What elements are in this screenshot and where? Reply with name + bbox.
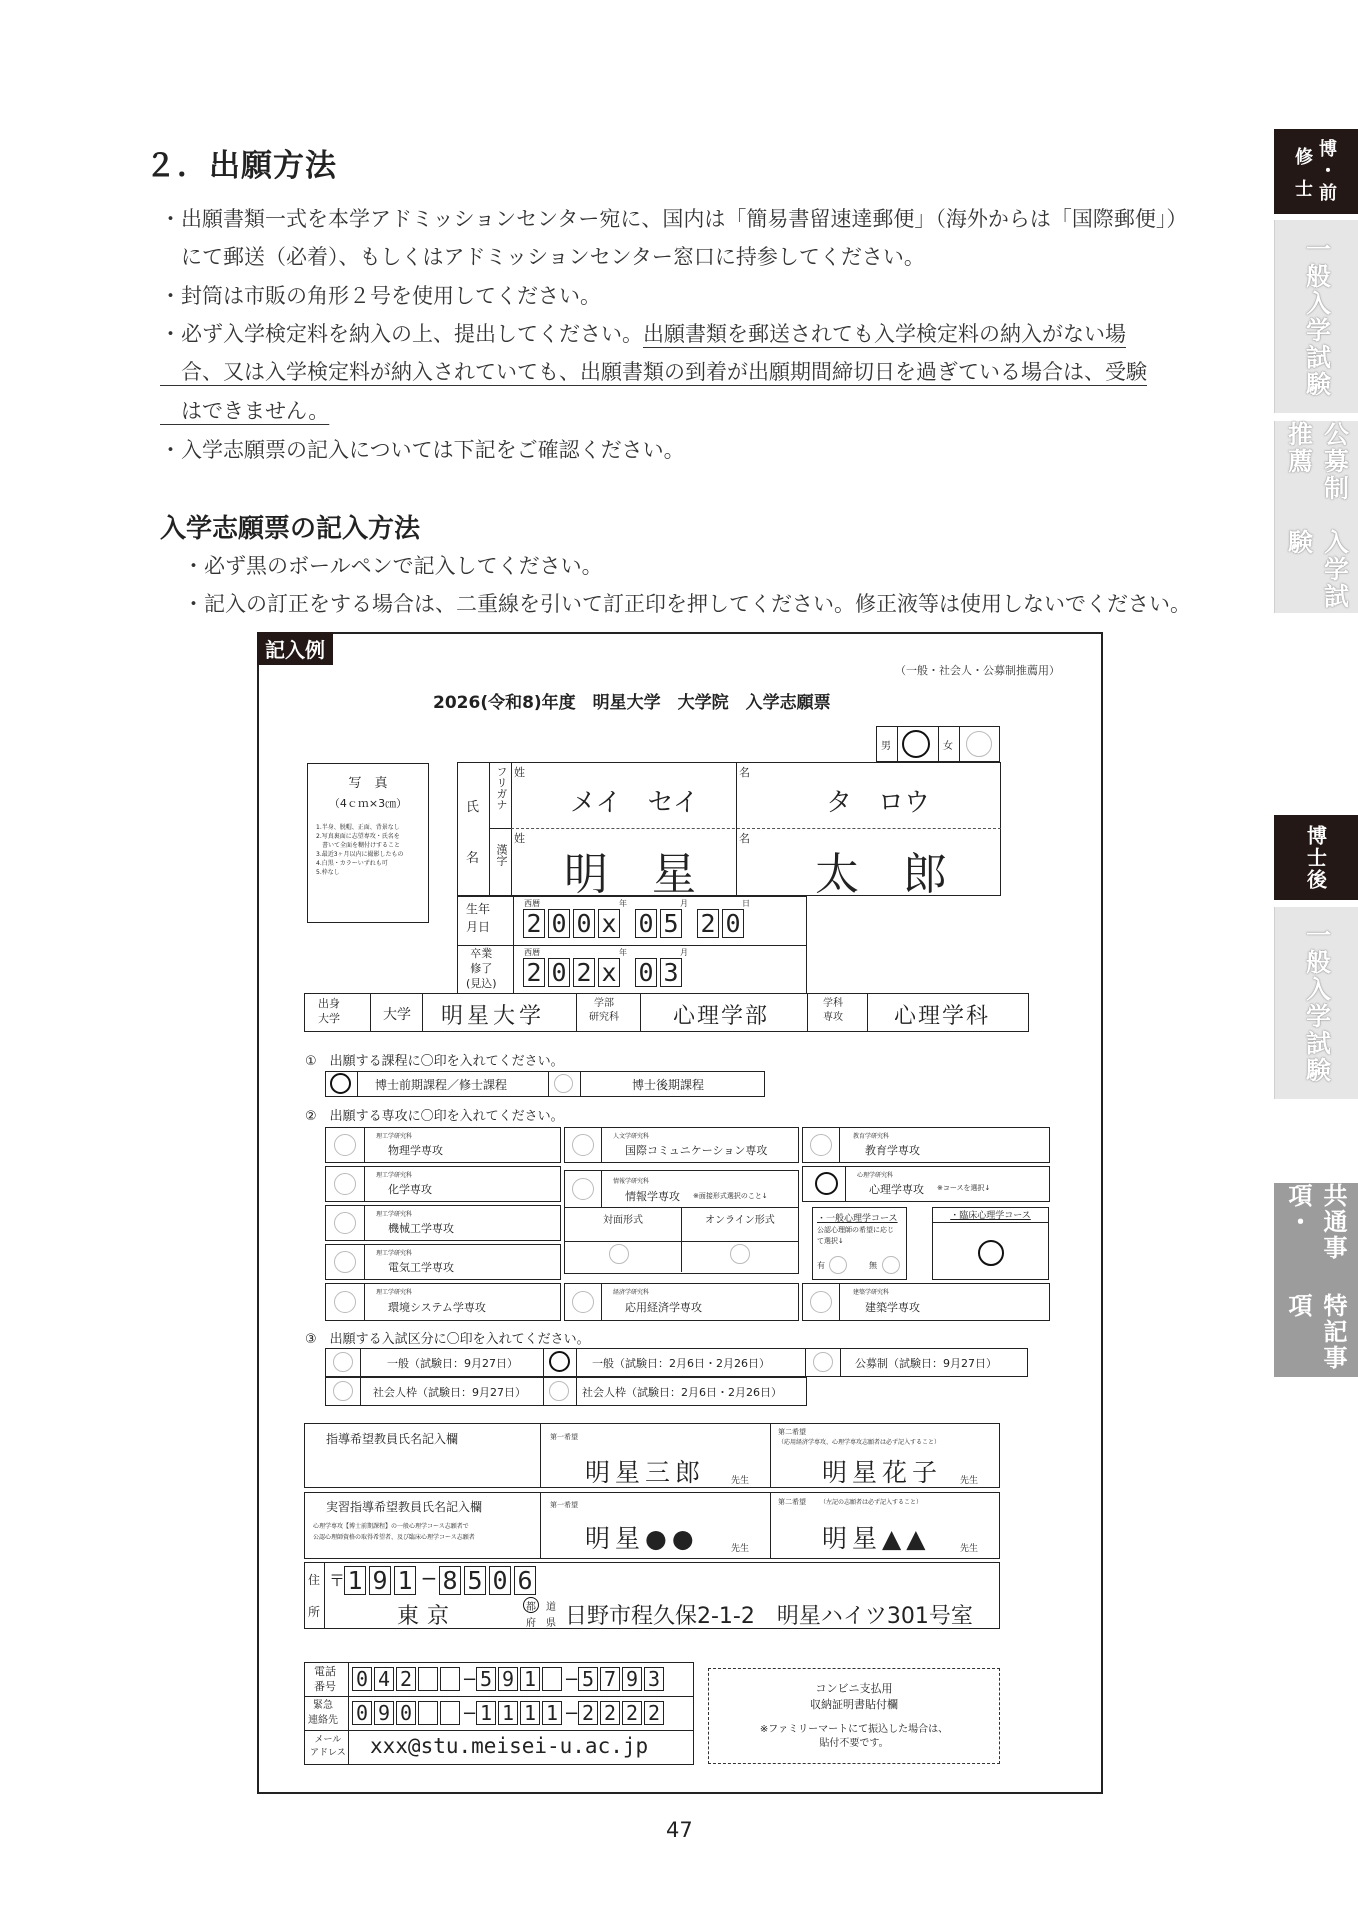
exam1-label: 一般（試験日：9月27日） — [387, 1357, 518, 1370]
major-butsuri[interactable]: 理工学研究科 物理学専攻 — [325, 1127, 561, 1163]
subsection-title: 入学志願票の記入方法 — [160, 514, 421, 544]
advisor-div-2 — [770, 1423, 771, 1488]
pref-ken: 県 — [546, 1618, 556, 1629]
name-mid-divider — [736, 762, 737, 896]
practice-div-1 — [540, 1492, 541, 1559]
school-label: 出身 大学 — [318, 997, 340, 1025]
school-div-3 — [576, 993, 577, 1032]
tab3-label-b: 入学試験 — [1284, 529, 1350, 611]
gender-female-label: 女 — [938, 727, 960, 761]
advisor2-sensei: 先生 — [960, 1476, 979, 1486]
daigaku-label: 大学 — [383, 1007, 411, 1023]
major-kagaku[interactable]: 理工学研究科 化学専攻 — [325, 1166, 561, 1202]
course1-label: 博士前期課程／修士課程 — [375, 1078, 508, 1092]
practice2-sensei: 先生 — [960, 1544, 979, 1554]
tab-recommendation-exam[interactable] — [1274, 421, 1358, 613]
grad-era: 西暦 — [524, 948, 540, 957]
form-category: （一般・社会人・公募制推薦用） — [895, 664, 1060, 677]
photo-title: 写 真 — [348, 776, 388, 791]
form-title: 2026(令和8)年度 明星大学 大学院 入学志願票 — [433, 693, 831, 713]
practice1-sensei: 先生 — [731, 1544, 750, 1554]
practice-second-note: （左記の志願者は必ず記入すること） — [820, 1499, 923, 1506]
ippan-course-box[interactable]: ・一般心理学コース 公認心理師の希望に応じ て選択↓ 有 無 — [812, 1207, 907, 1280]
address-label-ju: 住 — [308, 1573, 321, 1587]
kanji-label: 漢字 — [495, 844, 508, 866]
exam5-label: 社会人枠（試験日：2月6日・2月26日） — [582, 1386, 782, 1399]
pref-do: 道 — [546, 1602, 556, 1613]
page-number: 47 — [666, 1818, 693, 1842]
exam5-circle[interactable] — [549, 1381, 569, 1401]
bullet-1: ・出願書類一式を本学アドミッションセンター宛に、国内は「簡易書留速達郵便」（海外からは「国際郵便」） — [160, 207, 1188, 231]
exam-div-3 — [576, 1348, 577, 1406]
contact-div-1 — [304, 1696, 694, 1697]
tab1-char-d: 前 — [1319, 182, 1337, 204]
dept-label: 学科 専攻 — [823, 998, 843, 1023]
bullet-3-a — [160, 315, 1126, 353]
school-div-6 — [867, 993, 868, 1032]
exam2-circle[interactable] — [549, 1351, 570, 1372]
tab1-char-b: 博 — [1319, 138, 1337, 160]
q2-text: ② 出願する専攻に〇印を入れてください。 — [305, 1109, 564, 1124]
school-div-4 — [640, 993, 641, 1032]
q3-text: ③ 出願する入試区分に〇印を入れてください。 — [305, 1332, 590, 1347]
kanji-mei-value: 太 郎 — [815, 849, 947, 900]
exam4-label: 社会人枠（試験日：9月27日） — [373, 1386, 526, 1399]
mei-label-furi: 名 — [739, 766, 750, 779]
school-div-1 — [370, 993, 371, 1032]
faculty-label: 学部 研究科 — [589, 998, 619, 1023]
mei-label-kanji: 名 — [739, 832, 750, 845]
school-div-5 — [807, 993, 808, 1032]
email-value: xxx@stu.meisei-u.ac.jp — [370, 1734, 649, 1758]
exam4-circle[interactable] — [333, 1381, 353, 1401]
postal-code[interactable]: 1 9 1 − 8 5 0 6 — [344, 1566, 539, 1595]
rinsho-course-box[interactable]: ・臨床心理学コース — [932, 1207, 1049, 1280]
gender-male-circle[interactable] — [902, 730, 930, 758]
phone-label: 電話 番号 — [314, 1665, 336, 1693]
tab2-label: 一般入学試験 — [1302, 235, 1332, 398]
major-kenchiku[interactable]: 建築学研究科 建築学専攻 — [802, 1283, 1050, 1321]
convenience-receipt-box — [708, 1668, 1000, 1764]
practice-note: 心理学専攻【博士前期課程】の一般心理学コース志願者で 公認心理師資格の取得希望者、及び臨床心理学コース志願者 — [313, 1523, 475, 1541]
practice-label: 実習指導希望教員氏名記入欄 — [326, 1500, 483, 1514]
photo-size: （4ｃｍ×3㎝） — [328, 797, 408, 810]
photo-box — [307, 763, 429, 923]
exam1-circle[interactable] — [333, 1352, 353, 1372]
birth-era: 西暦 — [524, 899, 540, 908]
exam3-circle[interactable] — [813, 1352, 833, 1372]
gender-male-label: 男 — [877, 727, 898, 761]
advisor1-sensei: 先生 — [731, 1476, 750, 1486]
course-div-1 — [357, 1071, 358, 1097]
advisor-label: 指導希望教員氏名記入欄 — [326, 1432, 459, 1446]
bullet-3-text: ・必ず入学検定料を納入の上、提出してください。 — [160, 322, 643, 346]
exam3-label: 公募制（試験日：9月27日） — [855, 1357, 997, 1370]
convenience-note: ※ファミリーマートにて振込した場合は、 貼付不要です。 — [759, 1724, 949, 1749]
tab1-char-dot: ・ — [1319, 160, 1337, 182]
exam-div-1 — [360, 1348, 361, 1406]
name-label-shi: 氏 — [466, 800, 480, 815]
grad-digits[interactable]: 2 0 2 x 0 3 — [523, 958, 685, 987]
contact-label-div — [348, 1662, 349, 1765]
practice1-value: 明星●● — [585, 1524, 699, 1553]
school-name-value: 明星大学 — [441, 1004, 546, 1029]
birth-day-label: 日 — [742, 899, 750, 908]
practice-second-label: 第二希望 — [778, 1498, 806, 1506]
address-value: 日野市程久保2-1-2 明星ハイツ301号室 — [565, 1604, 973, 1629]
major-joho[interactable]: 情報学研究科 情報学専攻 ※面接形式選択のこと↓ 対面形式 オンライン形式 — [564, 1170, 799, 1242]
furigana-label: フリガナ — [495, 766, 508, 810]
course1-circle[interactable] — [330, 1073, 351, 1094]
major-kankyo[interactable]: 理工学研究科 環境システム学専攻 — [325, 1283, 561, 1321]
name-label-mei: 名 — [466, 851, 480, 866]
photo-notes: 1.半身、脱帽、正面、背景なし 2.写真裏面に志望専攻・氏名を 書いて全面を糊付けすること 3.最近3ヶ月以内に撮影したもの 4.白黒・カラーいずれも可 5.枠なし — [316, 824, 404, 876]
tab4-label: 博士後 — [1303, 824, 1328, 891]
tab6-label-b: 特記事項 — [1284, 1292, 1347, 1371]
dept-value: 心理学科 — [894, 1004, 991, 1029]
faculty-value: 心理学部 — [673, 1004, 770, 1029]
tab-master-doctor-first[interactable] — [1274, 129, 1358, 214]
practice-first-label: 第一希望 — [550, 1501, 578, 1509]
tab-general-exam-1[interactable] — [1274, 220, 1358, 413]
birth-label: 生年 月日 — [466, 902, 491, 934]
course-div-3 — [580, 1071, 581, 1097]
tab-general-exam-2[interactable] — [1274, 907, 1358, 1099]
prefecture-value: 東京 — [397, 1604, 458, 1629]
emergency-label: 緊急 連絡先 — [308, 1700, 338, 1726]
contact-div-2 — [304, 1730, 694, 1731]
advisor-second-label: 第二希望 — [778, 1428, 806, 1436]
major-keizai[interactable]: 経済学研究科 応用経済学専攻 — [564, 1283, 799, 1321]
bullet-1-cont: にて郵送（必着）、もしくはアドミッションセンター窓口に持参してください。 — [160, 245, 925, 269]
birth-digits[interactable]: 2 0 0 x 0 5 2 0 — [523, 909, 747, 938]
example-label: 記入例 — [257, 632, 333, 665]
advisor1-value: 明星三郎 — [585, 1458, 706, 1487]
kanji-sei-value: 明 星 — [564, 849, 696, 900]
major-denki[interactable]: 理工学研究科 電気工学専攻 — [325, 1244, 561, 1280]
advisor2-value: 明星花子 — [822, 1458, 943, 1487]
name-divider — [511, 828, 1001, 829]
exam-div-4 — [840, 1348, 841, 1377]
advisor-first-label: 第一希望 — [550, 1433, 578, 1441]
furigana-sei-value: メイ セイ — [570, 788, 699, 818]
bullet-3-end: はできません。 — [160, 399, 330, 423]
name-label-col — [457, 762, 490, 896]
course2-circle[interactable] — [554, 1074, 573, 1093]
bullet-2: ・封筒は市販の角形２号を使用してください。 — [160, 284, 601, 308]
tab1-char-c: 士 — [1295, 178, 1313, 200]
tab-common-notes[interactable] — [1274, 1183, 1358, 1377]
exam2-label: 一般（試験日：2月6日・2月26日） — [592, 1357, 770, 1370]
sei-label-furi: 姓 — [514, 766, 525, 779]
major-kokusai[interactable]: 人文学研究科 国際コミュニケーション専攻 — [564, 1127, 799, 1163]
furigana-label-cell — [489, 762, 512, 829]
birth-year-label: 年 — [619, 899, 627, 908]
advisor-second-note: （応用経済学専攻、心理学専攻志願者は必ず記入すること） — [778, 1439, 941, 1446]
grad-year-label: 年 — [619, 948, 627, 957]
course2-label: 博士後期課程 — [632, 1078, 705, 1092]
major-kyoiku[interactable]: 教育学研究科 教育学専攻 — [802, 1127, 1050, 1163]
kanji-label-cell — [489, 828, 512, 896]
email-label: メール アドレス — [310, 1735, 346, 1758]
course-div-2 — [548, 1071, 549, 1097]
q1-text: ① 出願する課程に〇印を入れてください。 — [305, 1054, 564, 1069]
major-kikai[interactable]: 理工学研究科 機械工学専攻 — [325, 1205, 561, 1241]
pref-fu: 府 — [526, 1618, 536, 1629]
practice-div-2 — [770, 1492, 771, 1559]
dates-label-divider — [513, 896, 514, 994]
practice2-value: 明星▲▲ — [822, 1524, 931, 1553]
emergency-digits[interactable]: 0 9 0 − 1 1 1 1 − 2 2 2 2 — [352, 1701, 666, 1725]
postal-mark: 〒 — [329, 1571, 346, 1590]
bullet-4: ・入学志願票の記入については下記をご確認ください。 — [160, 438, 685, 462]
tab5-label: 一般入学試験 — [1302, 922, 1332, 1084]
convenience-title: コンビニ支払用 収納証明書貼付欄 — [810, 1682, 898, 1711]
pref-to: 都 — [526, 1602, 536, 1613]
tab1-char-a: 修 — [1295, 146, 1313, 168]
exam-div-2 — [543, 1348, 544, 1406]
sub-bullet-1: ・必ず黒のボールペンで記入してください。 — [183, 554, 603, 578]
dates-divider — [457, 945, 807, 946]
sub-bullet-2: ・記入の訂正をする場合は、二重線を引いて訂正印を押してください。修正液等は使用しないでください。 — [183, 592, 1191, 616]
tab-doctor-later[interactable] — [1274, 815, 1358, 900]
address-label-sho: 所 — [308, 1605, 321, 1619]
joho-format-choices[interactable] — [564, 1242, 799, 1274]
bullet-3-cont: 合、又は入学検定料が納入されていても、出願書類の到着が出願期間締切日を過ぎている場合は、受験 — [160, 360, 1147, 384]
school-div-2 — [422, 993, 423, 1032]
bullet-3-underline: 出願書類を郵送されても入学検定料の納入がない場 — [643, 322, 1126, 346]
gender-female-circle[interactable] — [966, 731, 992, 757]
major-shinri[interactable]: 心理学研究科 心理学専攻 ※コースを選択↓ — [802, 1166, 1050, 1202]
advisor-div-1 — [540, 1423, 541, 1488]
phone-digits[interactable]: 0 4 2 − 5 9 1 − 5 7 9 3 — [352, 1667, 666, 1691]
tab3-label-a: 公募制推薦 — [1284, 421, 1350, 502]
grad-label: 卒業 修了 (見込) — [466, 947, 497, 990]
grad-month-label: 月 — [680, 948, 688, 957]
address-label-div — [324, 1562, 325, 1629]
section-title: ２．出願方法 — [145, 148, 337, 184]
furigana-mei-value: タ ロウ — [826, 788, 931, 818]
sei-label-kanji: 姓 — [514, 832, 525, 845]
tab6-label-a: 共通事項・ — [1284, 1183, 1347, 1261]
birth-month-label: 月 — [680, 899, 688, 908]
